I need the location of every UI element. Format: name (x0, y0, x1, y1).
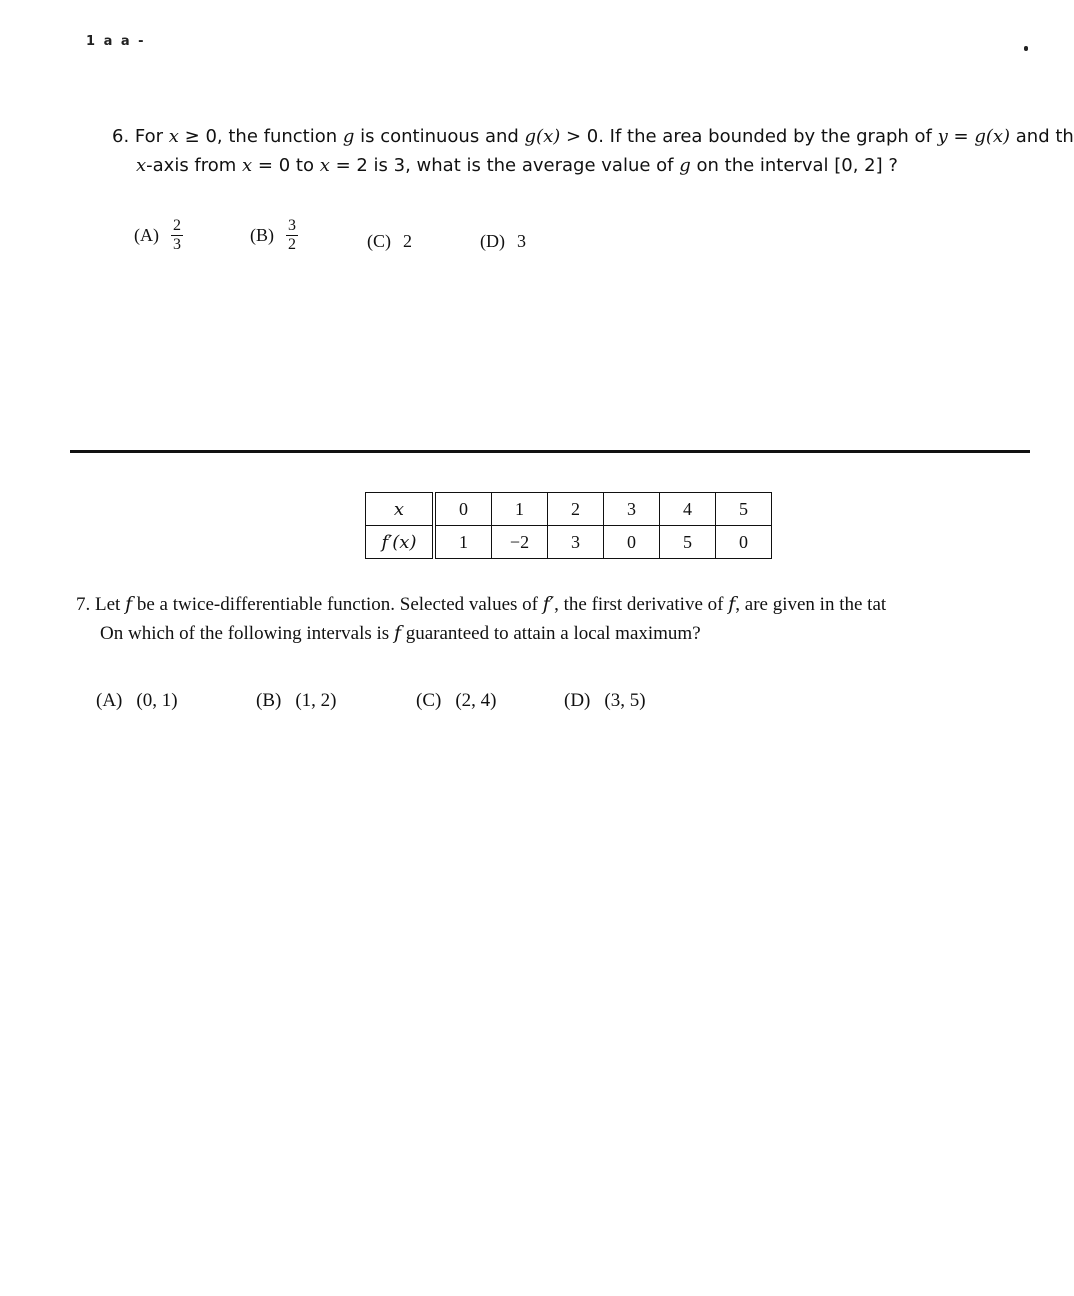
choice-b[interactable] (250, 217, 298, 254)
choice-c[interactable] (367, 231, 412, 252)
question-7-line-2 (76, 619, 1056, 648)
question-6-line-2 (112, 151, 1052, 180)
text: = 2 is 3, what is the average value of (329, 155, 680, 176)
choice-label: (A) (134, 225, 159, 245)
choice-label: (D) (480, 231, 505, 251)
denominator: 3 (173, 236, 181, 253)
math-var: g (679, 155, 691, 176)
fraction (171, 217, 183, 254)
text: is continuous and (354, 126, 525, 147)
question-6-line-1 (112, 122, 1074, 151)
choice-d[interactable] (480, 231, 526, 252)
math-var: g(x) (524, 126, 561, 147)
choice-label: (C) (367, 231, 391, 251)
choice-label: (B) (250, 225, 274, 245)
text: > 0. If the area bounded by the graph of (560, 126, 938, 147)
text: For (134, 126, 169, 147)
math-var: g (342, 126, 355, 147)
question-number: 6. (112, 126, 130, 147)
text: be a twice-differentiable function. Selected values of (132, 594, 543, 615)
text: and th (1010, 126, 1074, 147)
table-header-x (366, 493, 435, 526)
text: ≥ 0, the function (178, 126, 343, 147)
math-var: f (728, 593, 736, 615)
table-cell: 3 (548, 526, 604, 559)
question-number: 7. (76, 594, 91, 615)
text: On which of the following intervals is (100, 623, 394, 644)
question-6 (112, 122, 1074, 180)
choice-value: 2 (403, 231, 412, 251)
denominator: 2 (288, 236, 296, 253)
table-row (366, 493, 772, 526)
table-header-fprime (366, 526, 435, 559)
numerator: 3 (288, 217, 296, 234)
choice-value: (2, 4) (455, 690, 497, 711)
table-cell: 5 (660, 526, 716, 559)
choice-label: (D) (564, 690, 591, 711)
table-cell: 0 (604, 526, 660, 559)
text: , the first derivative of (554, 594, 729, 615)
text: Let (95, 594, 126, 615)
choice-a[interactable] (96, 690, 178, 712)
derivative-table (365, 492, 772, 559)
choice-value: (3, 5) (604, 690, 646, 711)
choice-label: (A) (96, 690, 123, 711)
choice-d[interactable] (564, 690, 646, 712)
math-var: x (136, 155, 147, 176)
text: = 0 to (252, 155, 320, 176)
choice-c[interactable] (416, 690, 496, 712)
choice-label: (B) (256, 690, 282, 711)
choice-b[interactable] (256, 690, 336, 712)
question-7 (76, 590, 1056, 648)
scan-dot (1024, 46, 1028, 51)
text: , are given in the tat (735, 594, 887, 615)
question-7-line-1 (76, 590, 1056, 619)
section-divider (70, 450, 1030, 453)
text: guaranteed to attain a local maximum? (400, 623, 701, 644)
choice-value: (1, 2) (295, 690, 337, 711)
choice-a[interactable] (134, 217, 183, 254)
text: = (947, 126, 975, 147)
table-row (366, 526, 772, 559)
fraction (286, 217, 298, 254)
math-var: x (168, 126, 179, 147)
math-var: f (125, 593, 133, 615)
math-var: f (393, 622, 401, 644)
choice-value: (0, 1) (136, 690, 178, 711)
math-var: x (242, 155, 253, 176)
table-cell: 1 (492, 493, 548, 526)
math-var: y (937, 126, 948, 147)
math-var: x (393, 498, 405, 520)
text: on the interval [0, 2] ? (690, 155, 898, 176)
numerator: 2 (173, 217, 181, 234)
table-cell: 2 (548, 493, 604, 526)
math-var: f′ (542, 593, 555, 615)
table-cell: 1 (434, 526, 492, 559)
choice-label: (C) (416, 690, 442, 711)
table-cell: −2 (492, 526, 548, 559)
math-var: g(x) (974, 126, 1011, 147)
choice-value: 3 (517, 231, 526, 251)
table-cell: 5 (716, 493, 772, 526)
corner-mark: 1 a a - (86, 34, 146, 49)
table-cell: 0 (716, 526, 772, 559)
text: -axis from (146, 155, 243, 176)
math-var: x (319, 155, 330, 176)
math-var: f′(x) (381, 531, 417, 553)
table-cell: 3 (604, 493, 660, 526)
table-cell: 4 (660, 493, 716, 526)
table-cell: 0 (434, 493, 492, 526)
